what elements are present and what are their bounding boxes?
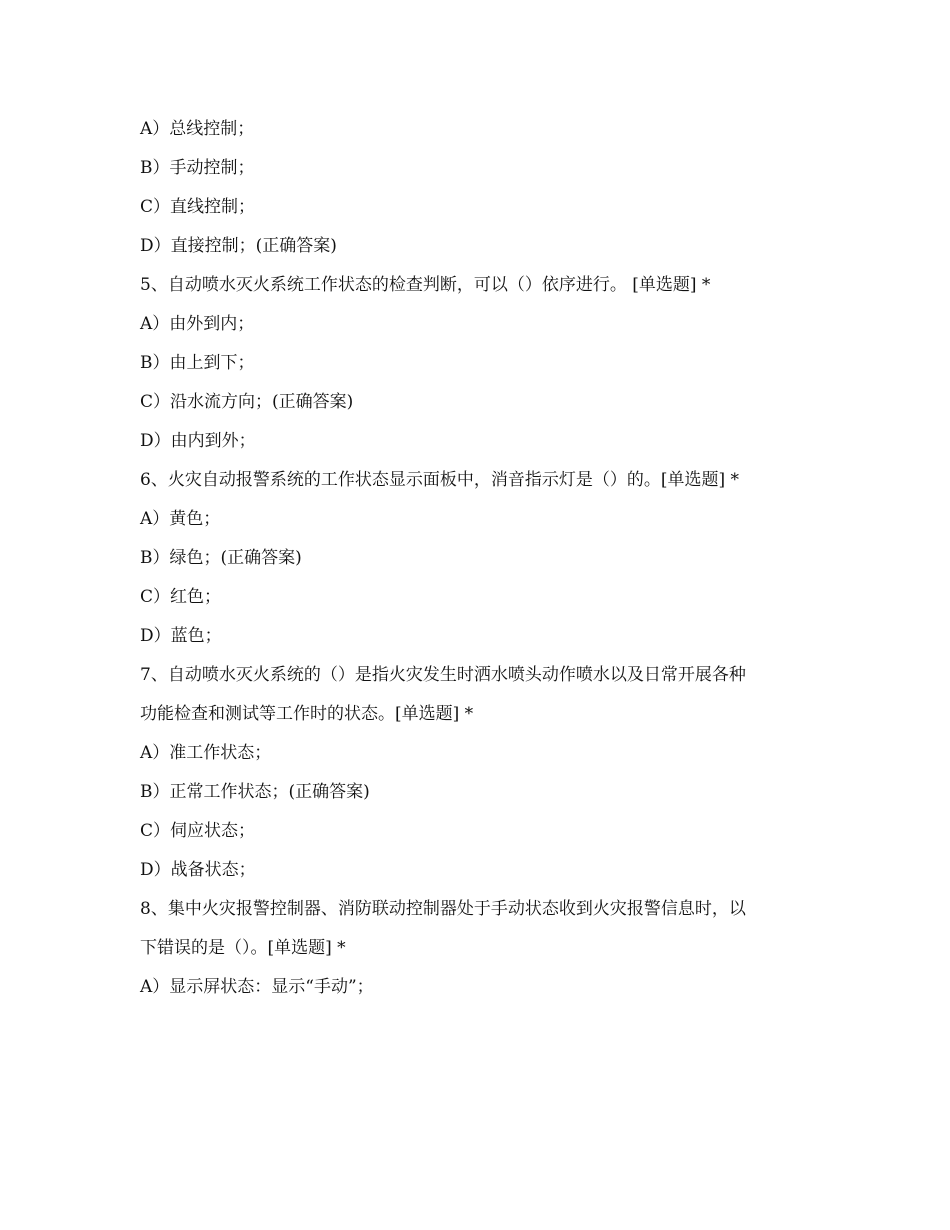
answer-option: A）准工作状态； — [140, 743, 272, 763]
answer-option: A）黄色； — [140, 509, 221, 529]
answer-option: C）沿水流方向；(正确答案) — [140, 392, 354, 412]
question-text: 下错误的是（）。[单选题] * — [140, 938, 346, 958]
answer-option: A）由外到内； — [140, 314, 255, 334]
document-page — [140, 116, 820, 1013]
answer-option: D）直接控制；(正确答案) — [140, 236, 337, 256]
question — [140, 896, 820, 961]
answer-option: C）红色； — [140, 587, 222, 607]
answer-option: C）伺应状态； — [140, 821, 256, 841]
answer-option: B）由上到下； — [140, 353, 255, 373]
question — [140, 662, 820, 727]
answer-option: B）正常工作状态；(正确答案) — [140, 782, 370, 802]
answer-option: A）显示屏状态：显示“手动”； — [140, 977, 374, 997]
answer-option: B）绿色；(正确答案) — [140, 548, 302, 568]
answer-option: D）由内到外； — [140, 431, 256, 451]
question — [140, 272, 820, 298]
question-text: 5、自动喷水灭火系统工作状态的检查判断，可以（）依序进行。 [单选题] * — [140, 275, 711, 295]
question-text: 功能检查和测试等工作时的状态。[单选题] * — [140, 704, 474, 724]
answer-option: A）总线控制； — [140, 119, 255, 139]
answer-option: D）蓝色； — [140, 626, 222, 646]
question-text: 7、自动喷水灭火系统的（）是指火灾发生时洒水喷头动作喷水以及日常开展各种 — [140, 665, 746, 685]
answer-option: D）战备状态； — [140, 860, 256, 880]
question-text: 6、火灾自动报警系统的工作状态显示面板中，消音指示灯是（）的。[单选题] * — [140, 470, 739, 490]
question — [140, 467, 820, 493]
answer-option: C）直线控制； — [140, 197, 256, 217]
question-text: 8、集中火灾报警控制器、消防联动控制器处于手动状态收到火灾报警信息时，以 — [140, 899, 746, 919]
answer-option: B）手动控制； — [140, 158, 255, 178]
